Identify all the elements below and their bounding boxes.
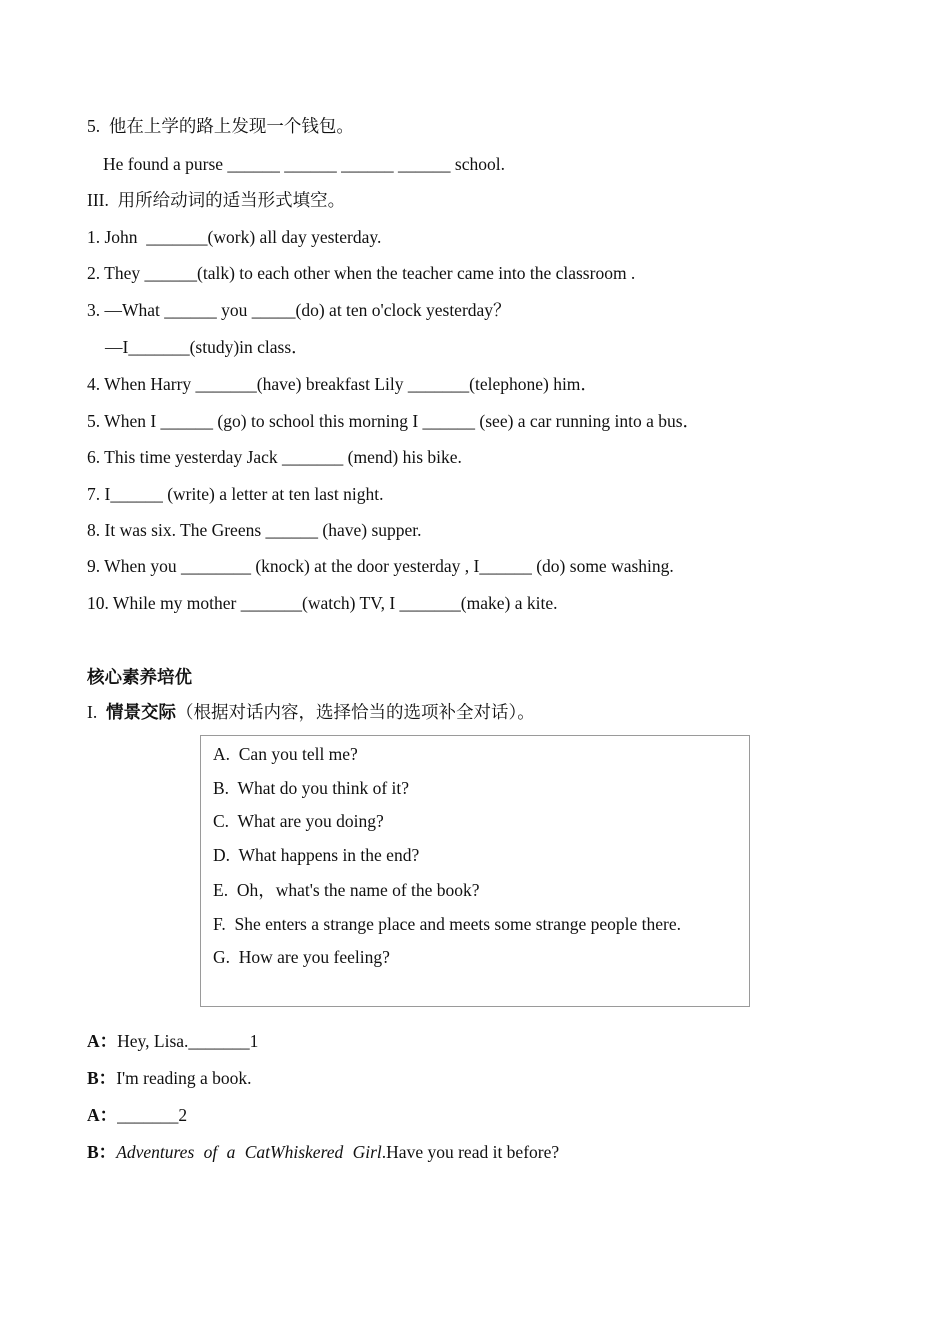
part-iii-item-3: 3. —What ______ you _____(do) at ten o'clock yesterday？: [87, 300, 511, 320]
option-f: F. She enters a strange place and meets some strange people there.: [213, 914, 682, 934]
dialogue-text: I'm reading a book.: [116, 1068, 252, 1088]
part-iii-item-9: 9. When you ________ (knock) at the door yesterday , I______ (do) some washing.: [87, 556, 674, 576]
part-i-heading: [87, 701, 535, 723]
speaker-a: A：: [87, 1105, 118, 1125]
option-c: C. What are you doing?: [213, 811, 384, 831]
option-e: E. Oh，what's the name of the book?: [213, 880, 480, 900]
part-i-instruction: （根据对话内容，选择恰当的选项补全对话）。: [175, 702, 535, 722]
question-5-english: He found a purse ______ ______ ______ ______ school.: [103, 154, 505, 174]
part-iii-item-4: 4. When Harry _______(have) breakfast Lily _______(telephone) him．: [87, 374, 598, 394]
dialogue-text: .Have you read it before?: [381, 1142, 560, 1162]
dialogue-text: Hey, Lisa._______1: [117, 1031, 259, 1051]
speaker-b: B：: [87, 1068, 117, 1088]
part-i-title: 情景交际: [105, 702, 176, 722]
part-iii-item-3-answer: —I_______(study)in class．: [105, 337, 309, 357]
option-b: B. What do you think of it?: [213, 778, 410, 798]
speaker-b: B：: [87, 1142, 117, 1162]
option-d: D. What happens in the end?: [213, 845, 420, 865]
part-iii-item-5: 5. When I ______ (go) to school this morning I ______ (see) a car running into a bus．: [87, 411, 701, 431]
dialogue-line-1: [87, 1030, 258, 1052]
part-iii-item-2: 2. They ______(talk) to each other when the teacher came into the classroom .: [87, 263, 636, 283]
part-iii-item-7: 7. I______ (write) a letter at ten last night.: [87, 484, 384, 504]
question-5-chinese: 5. 他在上学的路上发现一个钱包。: [87, 116, 354, 136]
part-iii-item-8: 8. It was six. The Greens ______ (have) supper.: [87, 520, 422, 540]
options-box: [200, 735, 750, 1007]
part-iii-heading: III. 用所给动词的适当形式填空。: [87, 190, 346, 210]
part-iii-item-6: 6. This time yesterday Jack _______ (mend) his bike.: [87, 447, 462, 467]
part-i-number: I.: [87, 702, 106, 722]
section-title: 核心素养培优: [87, 667, 192, 687]
part-iii-item-10: 10. While my mother _______(watch) TV, I _______(make) a kite.: [87, 593, 558, 613]
dialogue-line-4: [87, 1141, 559, 1163]
book-title: Adventures of a CatWhiskered Girl: [116, 1142, 382, 1162]
part-iii-item-1: 1. John _______(work) all day yesterday.: [87, 227, 382, 247]
dialogue-line-2: [87, 1067, 252, 1089]
dialogue-text: _______2: [117, 1105, 188, 1125]
dialogue-line-3: [87, 1104, 187, 1126]
option-a: A. Can you tell me?: [213, 744, 358, 764]
option-g: G. How are you feeling?: [213, 947, 390, 967]
speaker-a: A：: [87, 1031, 118, 1051]
